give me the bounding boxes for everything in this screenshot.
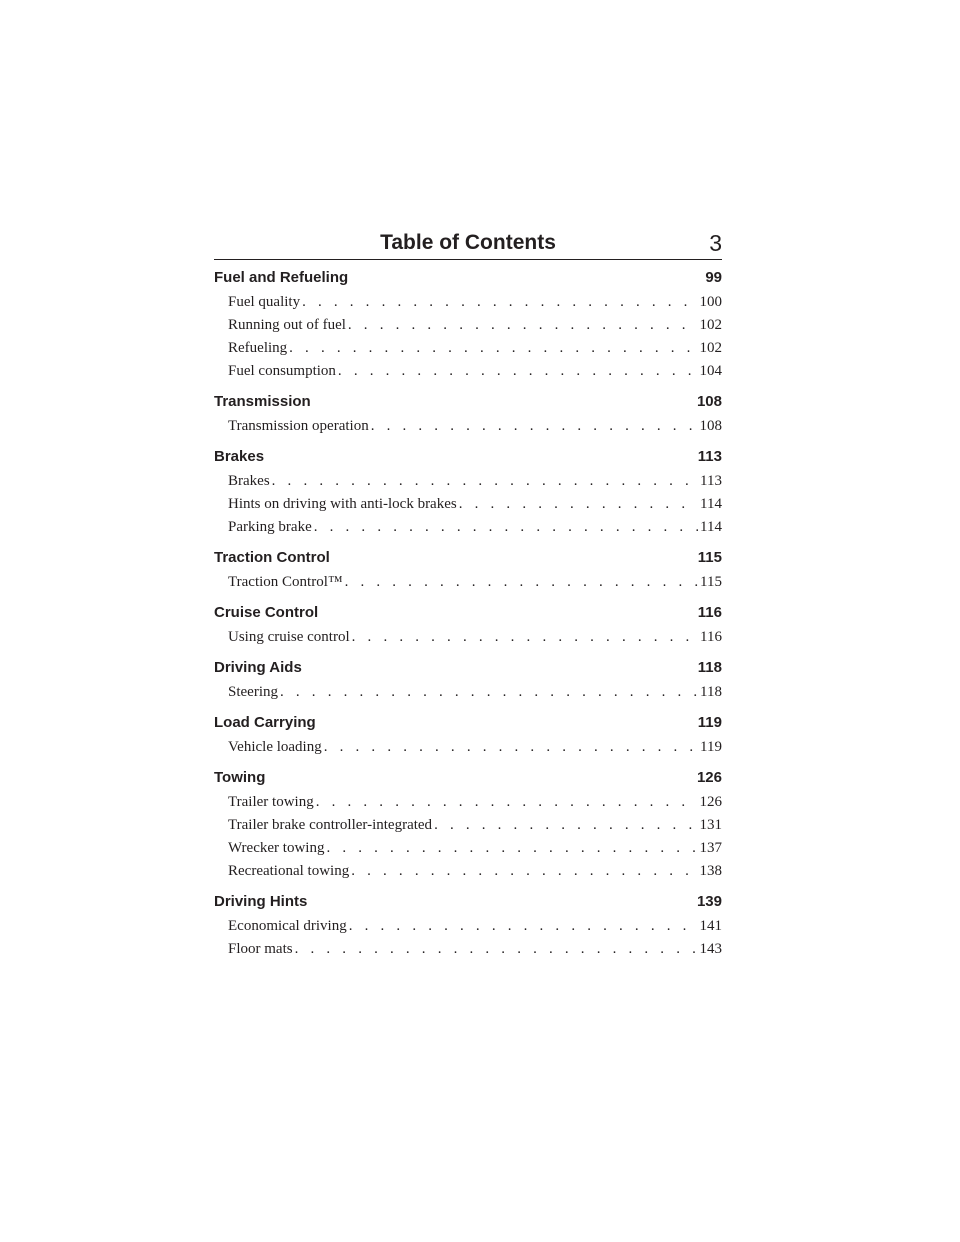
- toc-section: [214, 709, 722, 759]
- toc-section: [214, 599, 722, 649]
- toc-entry[interactable]: [214, 470, 722, 493]
- toc-entry[interactable]: [214, 860, 722, 883]
- entry-page-number: 115: [700, 574, 722, 590]
- entry-page-number: 104: [699, 363, 722, 379]
- toc-entry[interactable]: [214, 814, 722, 837]
- entry-title: Trailer brake controller-integrated: [228, 817, 433, 833]
- entry-page-number: 108: [699, 418, 722, 434]
- entry-title: Steering: [228, 684, 278, 700]
- section-heading[interactable]: [214, 599, 722, 626]
- section-title: Cruise Control: [214, 604, 319, 621]
- section-title: Brakes: [214, 448, 265, 465]
- toc-entry[interactable]: [214, 938, 722, 961]
- entry-title: Floor mats: [228, 941, 293, 957]
- section-title: Driving Aids: [214, 659, 302, 676]
- dot-leader: [326, 837, 697, 860]
- dot-leader: [324, 736, 698, 759]
- toc-entry[interactable]: [214, 791, 722, 814]
- section-title: Driving Hints: [214, 893, 308, 910]
- entry-title: Brakes: [228, 473, 270, 489]
- dot-leader: [302, 291, 697, 314]
- entry-title: Running out of fuel: [228, 317, 346, 333]
- entry-page-number: 137: [699, 840, 722, 856]
- toc-entry[interactable]: [214, 837, 722, 860]
- section-title: Traction Control: [214, 549, 330, 566]
- toc-section: [214, 443, 722, 539]
- dot-leader: [338, 360, 698, 383]
- entry-title: Vehicle loading: [228, 739, 322, 755]
- dot-leader: [459, 493, 698, 516]
- entry-page-number: 102: [699, 340, 722, 356]
- section-page-number: 118: [697, 659, 722, 676]
- entry-page-number: 138: [699, 863, 722, 879]
- dot-leader: [348, 314, 698, 337]
- dot-leader: [280, 681, 698, 704]
- entry-title: Using cruise control: [228, 629, 350, 645]
- toc-entry[interactable]: [214, 493, 722, 516]
- section-heading[interactable]: [214, 264, 722, 291]
- toc-entry[interactable]: [214, 415, 722, 438]
- entry-page-number: 114: [700, 496, 722, 512]
- entry-page-number: 100: [699, 294, 722, 310]
- section-heading[interactable]: [214, 544, 722, 571]
- entry-title: Wrecker towing: [228, 840, 325, 856]
- section-heading[interactable]: [214, 388, 722, 415]
- dot-leader: [434, 814, 697, 837]
- dot-leader: [352, 626, 698, 649]
- entry-page-number: 118: [700, 684, 722, 700]
- entry-title: Economical driving: [228, 918, 347, 934]
- dot-leader: [295, 938, 698, 961]
- toc-entry[interactable]: [214, 736, 722, 759]
- entry-title: Parking brake: [228, 519, 312, 535]
- section-page-number: 139: [696, 893, 722, 910]
- toc-entry[interactable]: [214, 681, 722, 704]
- section-title: Towing: [214, 769, 266, 786]
- section-title: Transmission: [214, 393, 311, 410]
- dot-leader: [351, 860, 697, 883]
- entry-title: Fuel quality: [228, 294, 301, 310]
- toc-section: [214, 888, 722, 961]
- toc-section: [214, 264, 722, 383]
- page-header: [214, 229, 722, 260]
- page-number: 3: [709, 230, 722, 256]
- entry-page-number: 116: [700, 629, 722, 645]
- entry-title: Trailer towing: [228, 794, 314, 810]
- section-page-number: 126: [696, 769, 722, 786]
- entry-page-number: 102: [699, 317, 722, 333]
- entry-page-number: 114: [700, 519, 722, 535]
- toc-section: [214, 388, 722, 438]
- entry-title: Hints on driving with anti-lock brakes: [228, 496, 457, 512]
- section-page-number: 99: [705, 269, 722, 286]
- toc-section: [214, 654, 722, 704]
- dot-leader: [316, 791, 698, 814]
- toc-section: [214, 764, 722, 883]
- toc-entry[interactable]: [214, 291, 722, 314]
- section-page-number: 108: [696, 393, 722, 410]
- entry-page-number: 113: [700, 473, 722, 489]
- dot-leader: [345, 571, 698, 594]
- section-page-number: 119: [697, 714, 722, 731]
- section-heading[interactable]: [214, 443, 722, 470]
- page-title: Table of Contents: [380, 231, 556, 254]
- dot-leader: [371, 415, 698, 438]
- section-heading[interactable]: [214, 709, 722, 736]
- dot-leader: [314, 516, 698, 539]
- section-title: Fuel and Refueling: [214, 269, 349, 286]
- section-page-number: 115: [697, 549, 722, 566]
- section-page-number: 116: [697, 604, 722, 621]
- section-heading[interactable]: [214, 654, 722, 681]
- toc-section: [214, 544, 722, 594]
- toc-entry[interactable]: [214, 314, 722, 337]
- toc-entry[interactable]: [214, 571, 722, 594]
- dot-leader: [272, 470, 698, 493]
- toc-entry[interactable]: [214, 360, 722, 383]
- toc-entry[interactable]: [214, 915, 722, 938]
- dot-leader: [349, 915, 698, 938]
- entry-page-number: 131: [699, 817, 722, 833]
- section-title: Load Carrying: [214, 714, 316, 731]
- entry-title: Traction Control™: [228, 574, 343, 590]
- dot-leader: [289, 337, 697, 360]
- entry-title: Transmission operation: [228, 418, 369, 434]
- toc-entry[interactable]: [214, 516, 722, 539]
- entry-page-number: 143: [699, 941, 722, 957]
- entry-title: Refueling: [228, 340, 288, 356]
- entry-page-number: 119: [700, 739, 722, 755]
- entry-page-number: 126: [699, 794, 722, 810]
- entry-title: Fuel consumption: [228, 363, 336, 379]
- table-of-contents: [214, 264, 722, 966]
- entry-page-number: 141: [699, 918, 722, 934]
- section-heading[interactable]: [214, 764, 722, 791]
- toc-entry[interactable]: [214, 337, 722, 360]
- toc-entry[interactable]: [214, 626, 722, 649]
- section-page-number: 113: [697, 448, 722, 465]
- section-heading[interactable]: [214, 888, 722, 915]
- entry-title: Recreational towing: [228, 863, 350, 879]
